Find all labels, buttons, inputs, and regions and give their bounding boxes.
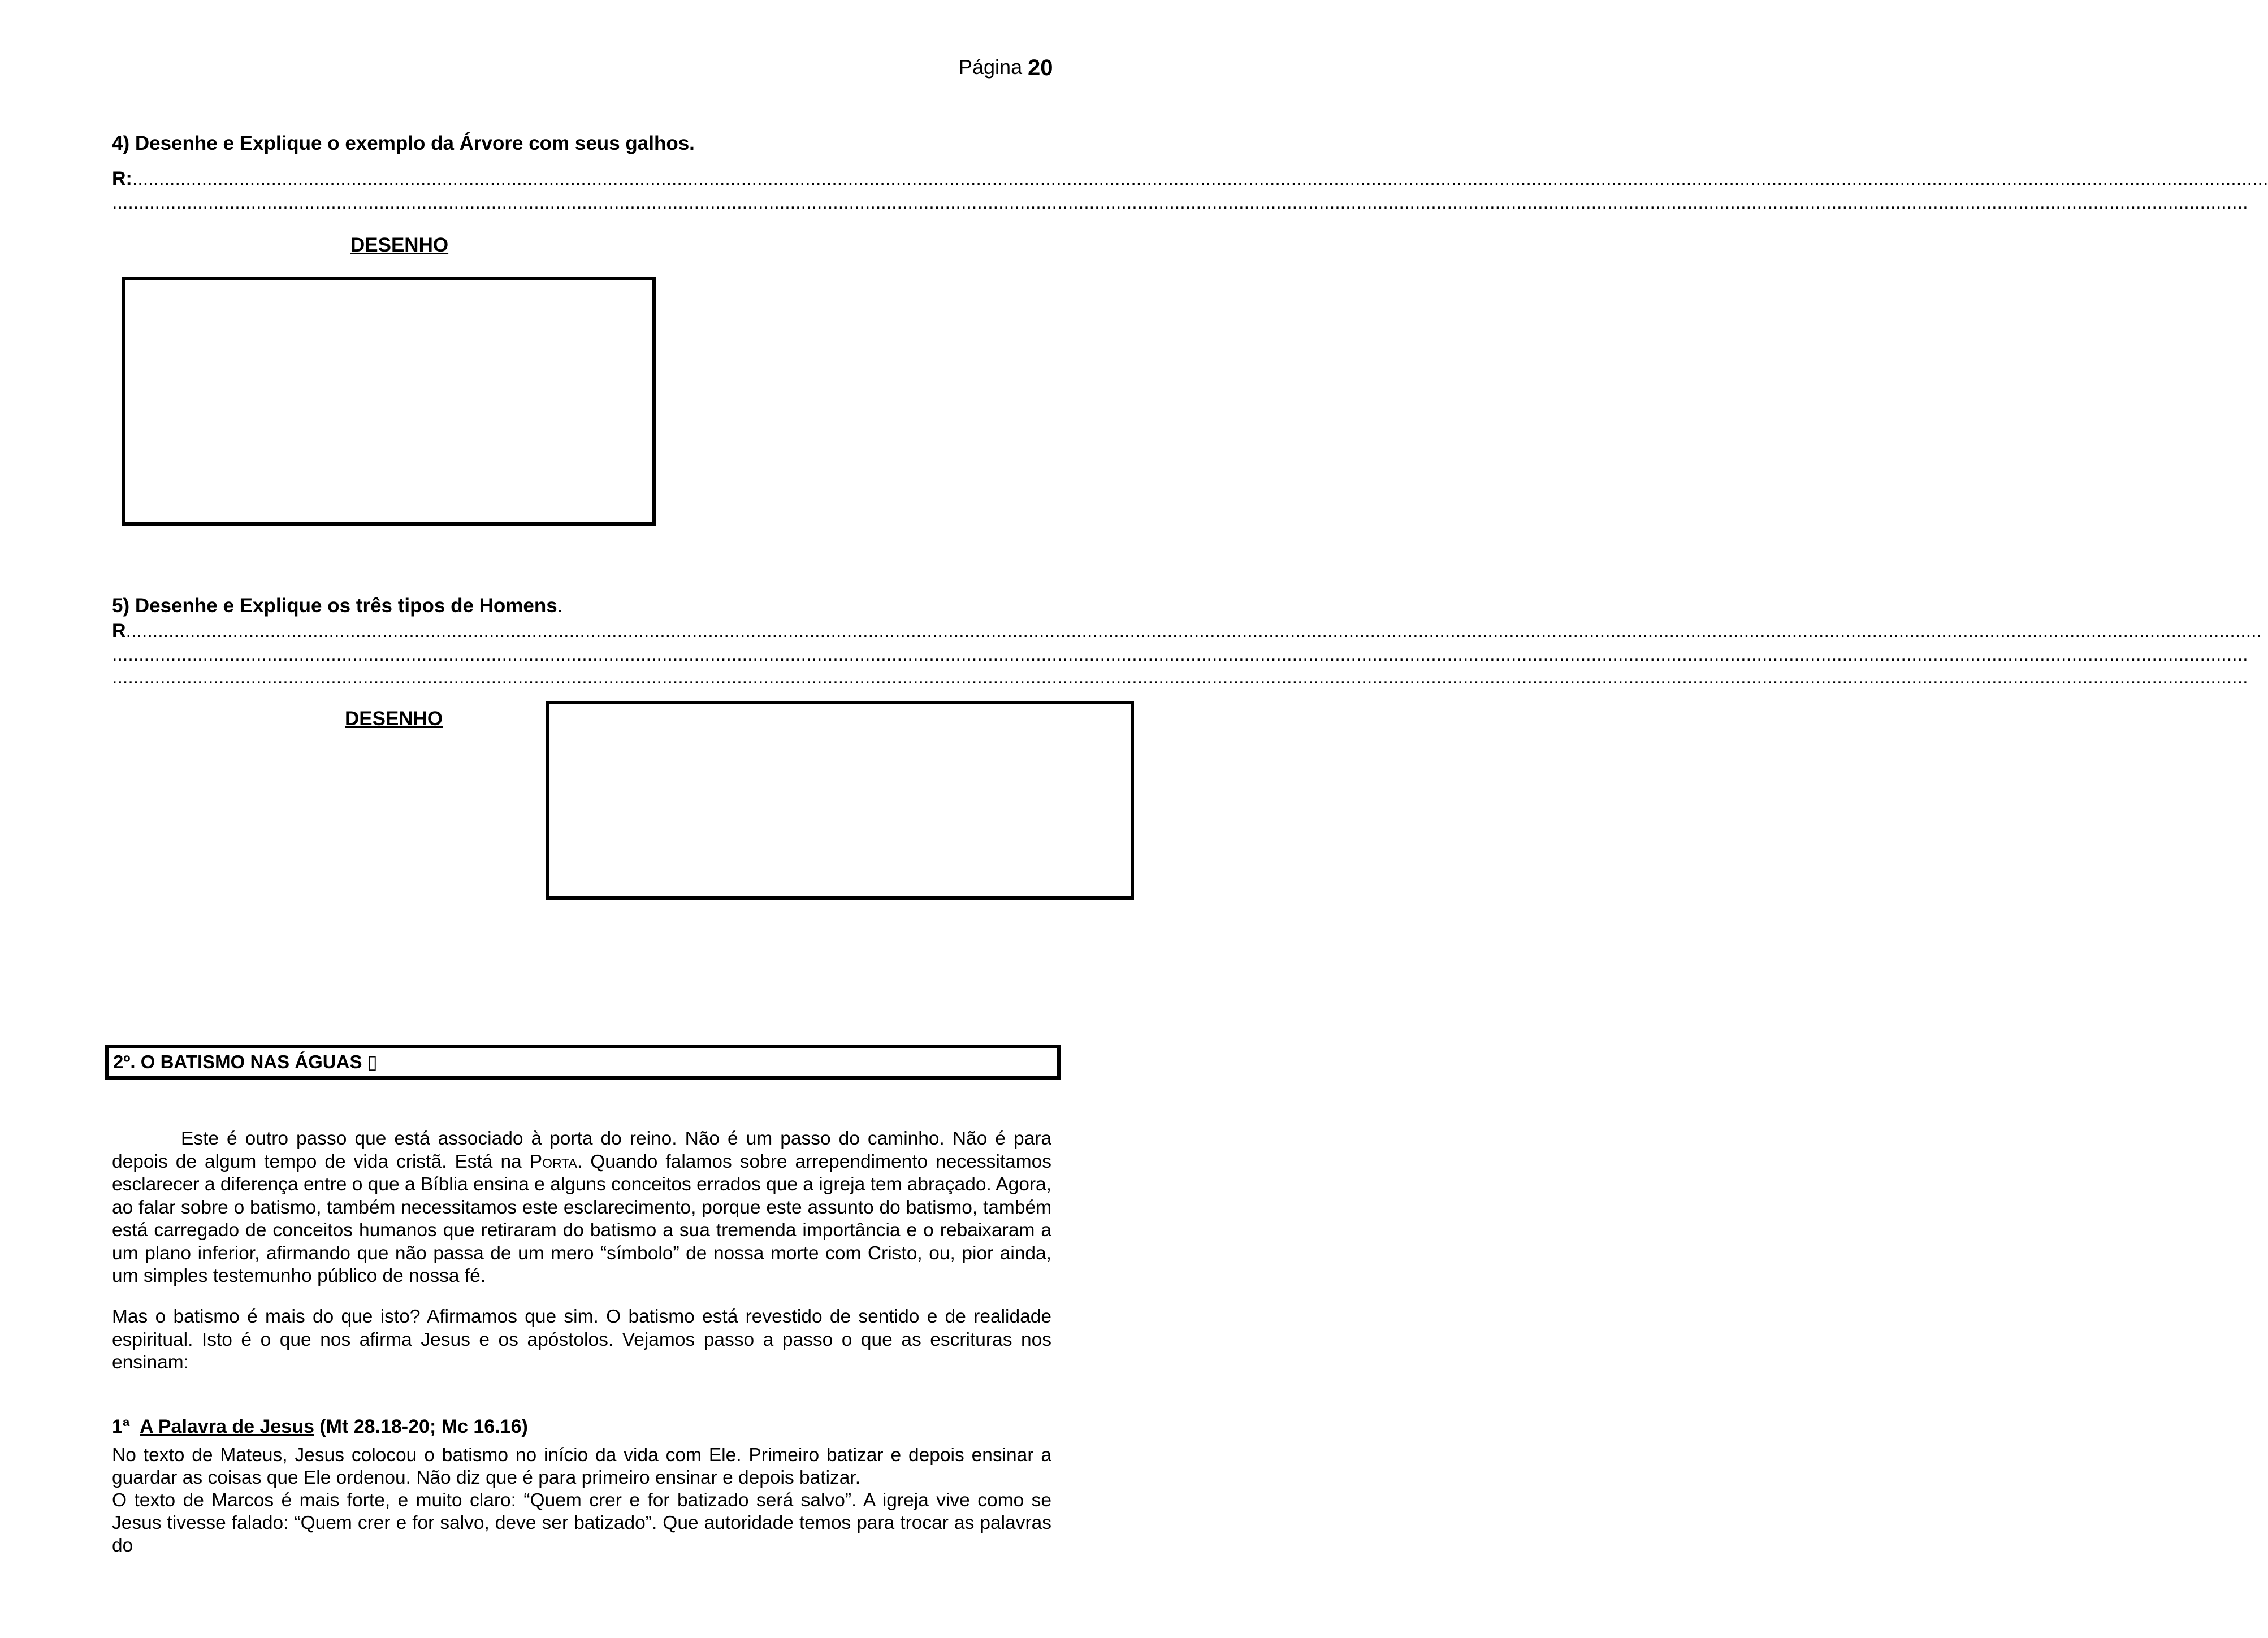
question-5-answer-line-1 — [112, 619, 2262, 642]
question-4-drawing-box[interactable] — [122, 277, 656, 526]
subsection-title: A Palavra de Jesus — [140, 1416, 314, 1437]
question-5-title-text: 5) Desenhe e Explique os três tipos de Homens — [112, 595, 557, 617]
subsection-reference: (Mt 28.18-20; Mc 16.16) — [319, 1416, 528, 1437]
subsection-number: 1ª — [112, 1416, 130, 1437]
page-number: 20 — [1028, 55, 1053, 80]
paragraph-1-text-a: Este é outro passo que está associado à porta do reino. Não é um passo do caminho. Não é para depois de algum tempo de vida cristã. Está na — [112, 1128, 1051, 1172]
answer-prefix: R: — [112, 168, 132, 189]
subsection-paragraph-2: O texto de Marcos é mais forte, e muito claro: “Quem crer e for batizado será salvo”. A igreja vive como se Jesus tivesse falado: “Quem crer e for salvo, deve ser batizado”. Que autoridade temos para trocar as palavras do — [112, 1490, 1051, 1556]
question-5-title-period: . — [557, 595, 563, 617]
dotted-line: ................................................................................................................................................................................................................................................................................................................................................................................................................ — [112, 666, 2248, 688]
question-5-drawing-box[interactable] — [546, 701, 1134, 900]
question-5-title — [112, 595, 562, 617]
paragraph-1-porta: Porta — [529, 1151, 577, 1172]
answer-prefix: R — [112, 620, 126, 642]
question-5-drawing-label: DESENHO — [345, 708, 443, 730]
dotted-line: ................................................................................................................................................................................................................................................................................................................................................................................................................ — [112, 644, 2248, 665]
body-paragraph-1 — [112, 1128, 1051, 1288]
subsection-paragraph-1: No texto de Mateus, Jesus colocou o batismo no início da vida com Ele. Primeiro batizar e depois ensinar a guardar as coisas que Ele ordenou. Não diz que é para primeiro ensinar e depois batizar. — [112, 1445, 1051, 1488]
question-4-answer-line-1 — [112, 167, 2268, 190]
paragraph-1-text-b: . Quando falamos sobre arrependimento necessitamos esclarecer a diferença entre o que a Bíblia ensina e alguns conceitos errados que a igreja tem abraçado. Agora, ao falar sobre o batismo, também necessitamos este esclarecimento, porque este assunto do batismo, também está carregado de conceitos humanos que retiraram do batismo a sua tremenda importância e o rebaixaram a um plano inferior, afirmando que não passa de um mero “símbolo” de nossa morte com Cristo, ou, pior ainda, um simples testemunho público de nossa fé. — [112, 1151, 1051, 1286]
section-heading-box — [105, 1045, 1061, 1080]
question-5-answer-line-3 — [112, 666, 2248, 688]
body-paragraph-2: Mas o batismo é mais do que isto? Afirmamos que sim. O batismo está revestido de sentido e de realidade espiritual. Isto é o que nos afirma Jesus e os apóstolos. Vejamos passo a passo o que as escrituras nos ensinam: — [112, 1306, 1051, 1373]
question-4-drawing-label: DESENHO — [350, 234, 449, 256]
dotted-line: ................................................................................................................................................................................................................................................................................................................................................................................................................ — [125, 620, 2262, 642]
dotted-line: ................................................................................................................................................................................................................................................................................................................................................................................................................ — [132, 168, 2268, 189]
page-label: Página — [959, 55, 1023, 79]
question-4-title: 4) Desenhe e Explique o exemplo da Árvore com seus galhos. — [112, 132, 695, 154]
question-5-answer-line-2 — [112, 643, 2248, 666]
subsection-heading — [112, 1416, 528, 1438]
section-heading: 2º. O BATISMO NAS ÁGUAS ▯ — [113, 1051, 378, 1072]
question-4-answer-line-2 — [112, 191, 2248, 214]
dotted-line: ................................................................................................................................................................................................................................................................................................................................................................................................................ — [112, 192, 2248, 213]
